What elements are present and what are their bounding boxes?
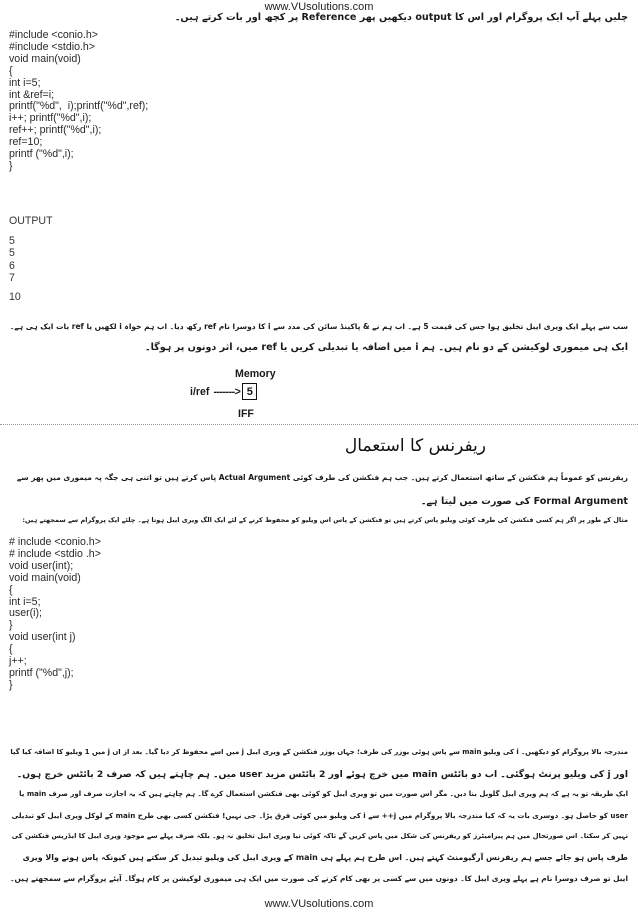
code-block-2 <box>9 537 101 692</box>
code-line: } <box>9 619 13 632</box>
code-line: # include <stdio .h> <box>9 547 101 560</box>
code-line: { <box>9 64 13 77</box>
intro-line: چلیں پہلے آپ ایک پروگرام اور اس کا output دیکھیں پھر Reference پر کچھ اور بات کرتے ہیں۔ <box>174 12 628 23</box>
closing-para-line: طرف پاس ہو جائے جسے ہم ریفرنس آرگیومنٹ کہتے ہیں۔ اس طرح ہم پہلے ہی main کے ویری ایبل کی ویلیو تبدیل کر سکتے ہیں کیونکہ پاس ہونے والا ویری <box>22 853 628 862</box>
header-site: www.VUsolutions.com <box>264 1 374 13</box>
explanation-line: سب سے پہلے ایک ویری ایبل تخلیق ہوا جس کی قیمت 5 ہے۔ اب ہم نے & پاکینڈ سائن کی مدد سے i کا دوسرا نام ref رکھ دیا۔ اب ہم خواہ i لکھیں یا ref بات ایک ہی ہے۔ <box>9 322 628 331</box>
code-line: int i=5; <box>9 595 41 608</box>
code-line: int &ref=i; <box>9 88 55 101</box>
code-line: #include <stdio.h> <box>9 40 95 53</box>
output-value: 5 <box>9 247 15 260</box>
code-line: ref=10; <box>9 136 43 149</box>
output-value: 6 <box>9 259 15 272</box>
output-value: 5 <box>9 235 15 247</box>
section-para-line: مثال کے طور پر اگر ہم کسی فنکشن کی طرف کوئی ویلیو پاس کرتے ہیں تو فنکشن کے پاس اس ویلیو کو محفوظ کرنے کے لئے ایک الگ ویری ایبل ہوتا ہے۔ چلئے ایک پروگرام سے سمجھتے ہیں: <box>22 516 628 524</box>
code-line: i++; printf("%d",i); <box>9 112 92 125</box>
footer-site: www.VUsolutions.com <box>264 898 374 910</box>
output-value: 7 <box>9 272 15 285</box>
code-block-1 <box>9 30 148 173</box>
code-line: { <box>9 583 13 596</box>
closing-para-line: نہیں کر سکتا۔ اس صورتحال میں ہم پیرامیٹرز کو ریفرنس کی شکل میں پاس کریں گے تاکہ کوئی نیا ویری ایبل تخلیق نہ ہو۔ بلکہ صرف پہلے سے موجود ویری ایبل کا ایڈریس فنکشن کی <box>11 832 628 840</box>
memory-label: i/ref <box>190 385 210 398</box>
closing-para-line: اور j کی ویلیو پرنٹ ہوگئی۔ اب دو بائٹس main میں خرچ ہوئے اور 2 بائٹس مزید user میں۔ ہم چاہتے ہیں کہ صرف 2 بائٹس خرچ ہوں۔ <box>16 769 628 780</box>
code-line: # include <conio.h> <box>9 536 101 548</box>
memory-row <box>190 383 257 400</box>
output-values <box>9 235 21 303</box>
code-line: #include <conio.h> <box>9 29 98 41</box>
closing-para-line: user کو حاصل ہو۔ دوسری بات یہ کہ کیا مندرجہ بالا پروگرام میں j++ سے i کی ویلیو میں کوئی فرق پڑا۔ جی نہیں! فنکشن کسی بھی طرح main کے لوکل ویری ایبل کو تبدیلی <box>11 811 628 820</box>
code-line: void user(int j) <box>9 631 76 644</box>
section-heading: ریفرنس کا استعمال <box>344 436 486 456</box>
code-line: } <box>9 678 13 691</box>
section-para-line: Formal Argument کی صورت میں لیتا ہے۔ <box>420 496 628 507</box>
closing-para-line: ایک طریقہ تو یہ ہے کہ ہم ویری ایبل گلوبل بنا دیں۔ مگر اس صورت میں تو ویری ایبل کو کوئی بھی فنکشن استعمال کرے گا۔ ہم چاہتے ہیں کہ یہ اجازت صرف اور صرف main یا <box>19 790 628 798</box>
code-line: j++; <box>9 655 27 668</box>
code-line: printf ("%d",j); <box>9 666 74 679</box>
section-para-line: ریفرنس کو عموماً ہم فنکشن کے ساتھ استعمال کرتے ہیں۔ جب ہم فنکشن کی طرف کوئی Actual Argument پاس کرتے ہیں تو اتنی ہی جگہ پہ میموری میں پھر سے <box>16 473 628 482</box>
closing-para-line: ایبل تو صرف دوسرا نام ہے پہلے ویری ایبل کا۔ دونوں میں سے کسی پر بھی کام کرنے کی صورت میں ایک ہی میموری لوکیشن پر کام ہوگا۔ آیئے پروگرام سے سمجھتے ہیں۔ <box>10 874 628 883</box>
output-title: OUTPUT <box>9 215 53 227</box>
code-line: void main(void) <box>9 52 81 65</box>
closing-para-line: مندرجہ بالا پروگرام کو دیکھیں۔ i کی ویلیو main سے پاس ہوئی یوزر کی طرف؛ جہاں یوزر فنکشن کے ویری ایبل j میں اسے محفوظ کر دیا گیا۔ بعد از اں j میں 1 ویلیو کا اضافہ کیا گیا <box>10 748 628 756</box>
code-line: ref++; printf("%d",i); <box>9 124 102 137</box>
code-line: } <box>9 159 13 172</box>
explanation-line: ایک ہی میموری لوکیشن کے دو نام ہیں۔ ہم i میں اضافہ یا تبدیلی کریں یا ref میں، اثر دونوں پر ہوگا۔ <box>144 342 628 353</box>
memory-cell: 5 <box>242 383 257 400</box>
memory-title: Memory <box>235 368 276 380</box>
output-value: 10 <box>9 290 21 303</box>
divider <box>0 424 638 425</box>
memory-arrow: -------> <box>213 385 241 398</box>
code-line: void main(void) <box>9 571 81 584</box>
code-line: { <box>9 643 13 656</box>
memory-address: IFF <box>238 408 254 420</box>
code-line: int i=5; <box>9 76 41 89</box>
code-line: void user(int); <box>9 559 74 572</box>
code-line: printf("%d", i);printf("%d",ref); <box>9 100 149 113</box>
code-line: user(i); <box>9 607 42 620</box>
code-line: printf ("%d",i); <box>9 148 74 161</box>
